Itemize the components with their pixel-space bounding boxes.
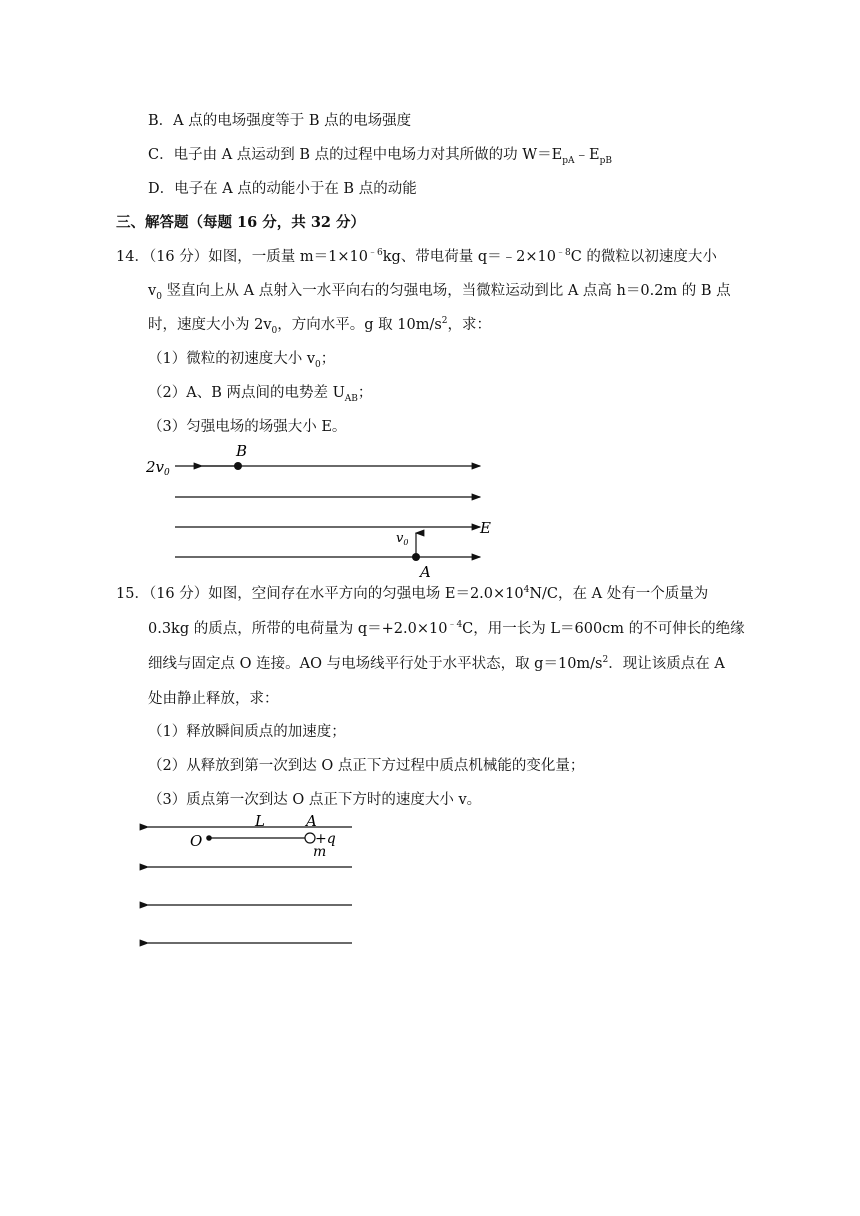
q15-line-3: 细线与固定点 O 连接。AO 与电场线平行处于水平状态，取 $g=10m/s^2$．现让该质点在 A	[148, 655, 725, 672]
q14-label-v0: $v_0$	[396, 531, 409, 547]
option-b: B．A 点的电场强度等于 B 点的电场强度	[148, 113, 412, 129]
q15-part-3: （3）质点第一次到达 O 点正下方时的速度大小 v。	[148, 792, 482, 808]
q15-label-l: L	[255, 812, 265, 830]
q14-line-2: $v_0$ 竖直向上从 A 点射入一水平向右的匀强电场，当微粒运动到比 A 点高 h＝0.2m 的 B 点	[148, 283, 731, 302]
q15-part-1: （1）释放瞬间质点的加速度；	[148, 724, 346, 740]
q15-part-2: （2）从释放到第一次到达 O 点正下方过程中质点机械能的变化量；	[148, 758, 585, 774]
q15-line-4: 处由静止释放，求：	[148, 691, 279, 707]
q14-label-b: B	[236, 442, 248, 460]
q14-label-e: E	[480, 519, 491, 537]
q14-part-2: （2）A、B 两点间的电势差 $U_{AB}$；	[148, 385, 373, 404]
q14-label-a: A	[420, 563, 431, 581]
q15-particle-a	[305, 833, 315, 843]
q15-label-o: O	[190, 832, 203, 850]
section-heading: 三、解答题（每题 16 分，共 32 分）	[116, 214, 366, 231]
q14-line-3: 时，速度大小为 $2v_0$，方向水平。g 取 $10m/s^2$，求：	[148, 316, 492, 336]
q14-part-3: （3）匀强电场的场强大小 E。	[148, 419, 347, 435]
q15-field-diagram	[148, 812, 352, 943]
q14-part-1: （1）微粒的初速度大小 $v_0$；	[148, 351, 336, 370]
q14-point-b	[234, 462, 242, 470]
q14-line-1: 14．（16 分）如图，一质量 $m=1\times 10^{﹣6}kg$、带电荷量 $q=﹣2\times 10^{﹣8}C$ 的微粒以初速度大小	[116, 248, 717, 265]
option-d: D．电子在 A 点的动能小于在 B 点的动能	[148, 181, 417, 197]
q15-label-a: A	[306, 812, 317, 830]
q15-label-m: m	[313, 844, 327, 860]
q15-label-q: +q	[315, 831, 336, 847]
q14-label-2v0: $2v_0$	[146, 458, 170, 478]
option-c: C．电子由 A 点运动到 B 点的过程中电场力对其所做的功 $W=E_{pA}﹣E_{pB}$	[148, 147, 612, 166]
q15-point-o	[206, 835, 212, 841]
q15-line-1: 15．（16 分）如图，空间存在水平方向的匀强电场 $E=2.0\times 10^4N/C$，在 A 处有一个质量为	[116, 585, 709, 602]
q15-line-2: 0.3kg 的质点，所带的电荷量为 $q=+2.0\times 10^{﹣4}C$，用一长为 L＝600cm 的不可伸长的绝缘	[148, 620, 745, 637]
